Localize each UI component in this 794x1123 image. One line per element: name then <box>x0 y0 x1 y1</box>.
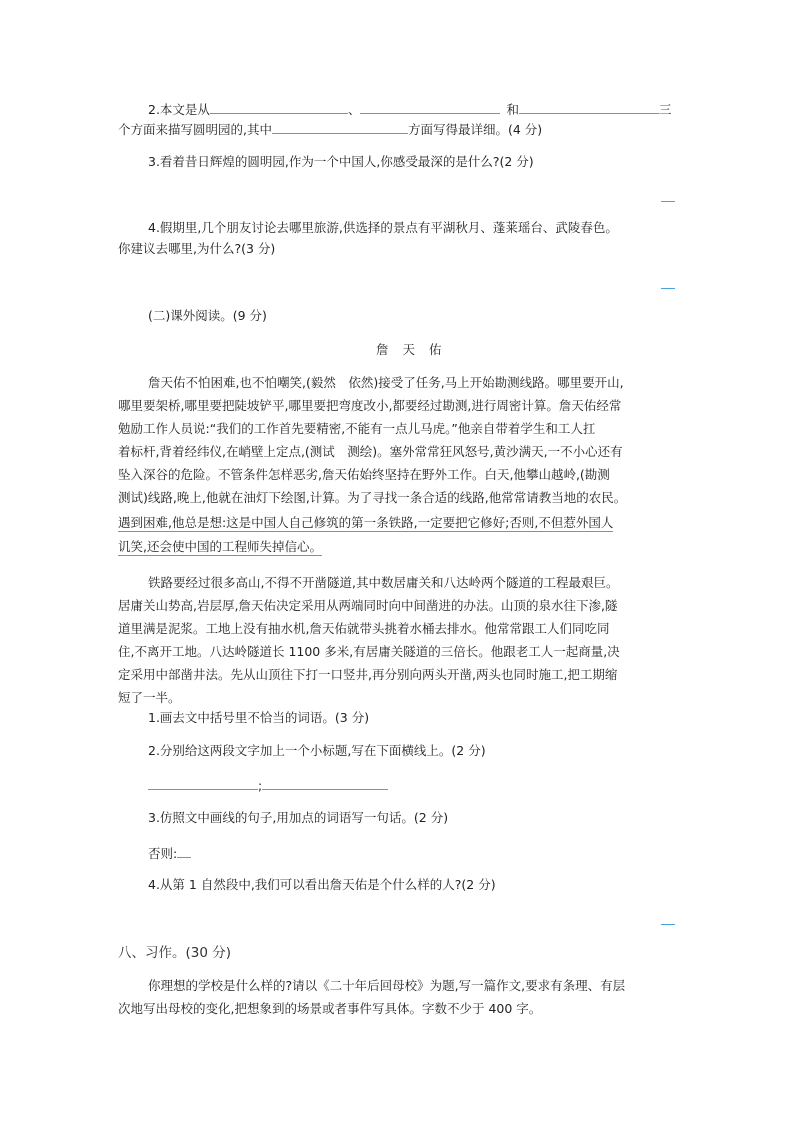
q2-line2-prefix: 个方面来描写圆明园的,其中 <box>118 122 272 137</box>
p2-line-6: 短了一半。 <box>118 690 181 705</box>
q2-end: 三 <box>658 102 672 117</box>
rq3-text: 3.仿照文中画线的句子,用加点的词语写一句话。(2 分) <box>148 810 449 825</box>
rq2-text: 2.分别给这两段文字加上一个小标题,写在下面横线上。(2 分) <box>148 743 486 758</box>
p2-line-1: 铁路要经过很多高山,不得不开凿隧道,其中数居庸关和八达岭两个隧道的工程最艰巨。 <box>148 575 619 590</box>
q3-answer-line[interactable] <box>661 201 675 202</box>
q3-text: 3.看着昔日辉煌的圆明园,作为一个中国人,你感受最深的是什么?(2 分) <box>148 154 534 169</box>
p1-line-4: 着标杆,背着经纬仪,在峭壁上定点,(测试 测绘)。塞外常常狂风怒号,黄沙满天,一不小心还有 <box>118 444 623 459</box>
writing-line-2: 次地写出母校的变化,把想象到的场景或者事件写具体。字数不少于 400 字。 <box>118 1001 542 1016</box>
q2-line2 <box>118 119 542 139</box>
p1-underlined-2 <box>118 538 322 556</box>
writing-heading: 八、习作。(30 分) <box>118 945 232 961</box>
rq2-blank-2[interactable] <box>262 775 388 790</box>
p1-line-1: 詹天佑不怕困难,也不怕嘲笑,(毅然 依然)接受了任务,马上开始勘测线路。哪里要开山, <box>148 375 624 390</box>
q2-blank-4[interactable] <box>272 119 408 134</box>
rq4-answer-line[interactable] <box>661 924 675 925</box>
underlined-sentence-part-1: 遇到困难,他总是想:这是中国人自己修筑的第一条铁路,一定要把它修好;否则,不但惹外国人 <box>118 515 614 530</box>
rq3-answer-row <box>148 843 191 863</box>
extra-reading-heading: (二)课外阅读。(9 分) <box>148 308 267 323</box>
q2-line2-suffix: 方面写得最详细。(4 分) <box>407 122 543 137</box>
q2-blank-3[interactable] <box>519 99 659 114</box>
q4-line2: 你建议去哪里,为什么?(3 分) <box>118 241 276 256</box>
q2-sep2: 和 <box>506 102 519 117</box>
p2-line-3: 道里满是泥浆。工地上没有抽水机,詹天佑就带头挑着水桶去排水。他常常跟工人们同吃同 <box>118 621 610 636</box>
writing-line-1: 你理想的学校是什么样的?请以《二十年后回母校》为题,写一篇作文,要求有条理、有层 <box>148 978 626 993</box>
rq3-answer-prefix: 否则: <box>148 846 178 861</box>
p1-line-2: 哪里要架桥,哪里要把陡坡铲平,哪里要把弯度改小,都要经过勘测,进行周密计算。詹天佑经常 <box>118 398 622 413</box>
passage-title: 詹天佑 <box>376 342 456 357</box>
q2-prefix: 2.本文是从 <box>148 102 210 117</box>
p1-underlined-1 <box>118 514 613 532</box>
rq1-text: 1.画去文中括号里不恰当的词语。(3 分) <box>148 710 370 725</box>
q2-blank-1[interactable] <box>210 99 348 114</box>
rq4-text: 4.从第 1 自然段中,我们可以看出詹天佑是个什么样的人?(2 分) <box>148 877 496 892</box>
rq2-blank-1[interactable] <box>148 775 258 790</box>
rq2-answer-row <box>148 775 388 795</box>
rq2-sep: ; <box>258 778 263 793</box>
p1-line-3: 勉励工作人员说:“我们的工作首先要精密,不能有一点儿马虎。”他亲自带着学生和工人扛 <box>118 421 596 436</box>
rq3-blank[interactable] <box>177 843 191 858</box>
q2-line1 <box>148 99 671 119</box>
q4-line1: 4.假期里,几个朋友讨论去哪里旅游,供选择的景点有平湖秋月、蓬莱瑶台、武陵春色。 <box>148 220 618 235</box>
p2-line-4: 住,不离开工地。八达岭隧道长 1100 多米,有居庸关隧道的三倍长。他跟老工人一起商量,决 <box>118 644 620 659</box>
p2-line-5: 定采用中部凿井法。先从山顶往下打一口竖井,再分别向两头开凿,两头也同时施工,把工期缩 <box>118 667 618 682</box>
p2-line-2: 居庸关山势高,岩层厚,詹天佑决定采用从两端同时向中间凿进的办法。山顶的泉水往下渗,隧 <box>118 598 618 613</box>
q2-blank-2[interactable] <box>360 99 500 114</box>
underlined-sentence-part-2: 讥笑,还会使中国的工程师失掉信心。 <box>118 539 322 554</box>
p1-line-6: 测试)线路,晚上,他就在油灯下绘图,计算。为了寻找一条合适的线路,他常常请教当地的农民。 <box>118 490 627 505</box>
q4-answer-line[interactable] <box>661 288 675 289</box>
q2-sep1: 、 <box>347 102 361 117</box>
p1-line-5: 坠入深谷的危险。不管条件怎样恶劣,詹天佑始终坚持在野外工作。白天,他攀山越岭,(勘测 <box>118 467 610 482</box>
